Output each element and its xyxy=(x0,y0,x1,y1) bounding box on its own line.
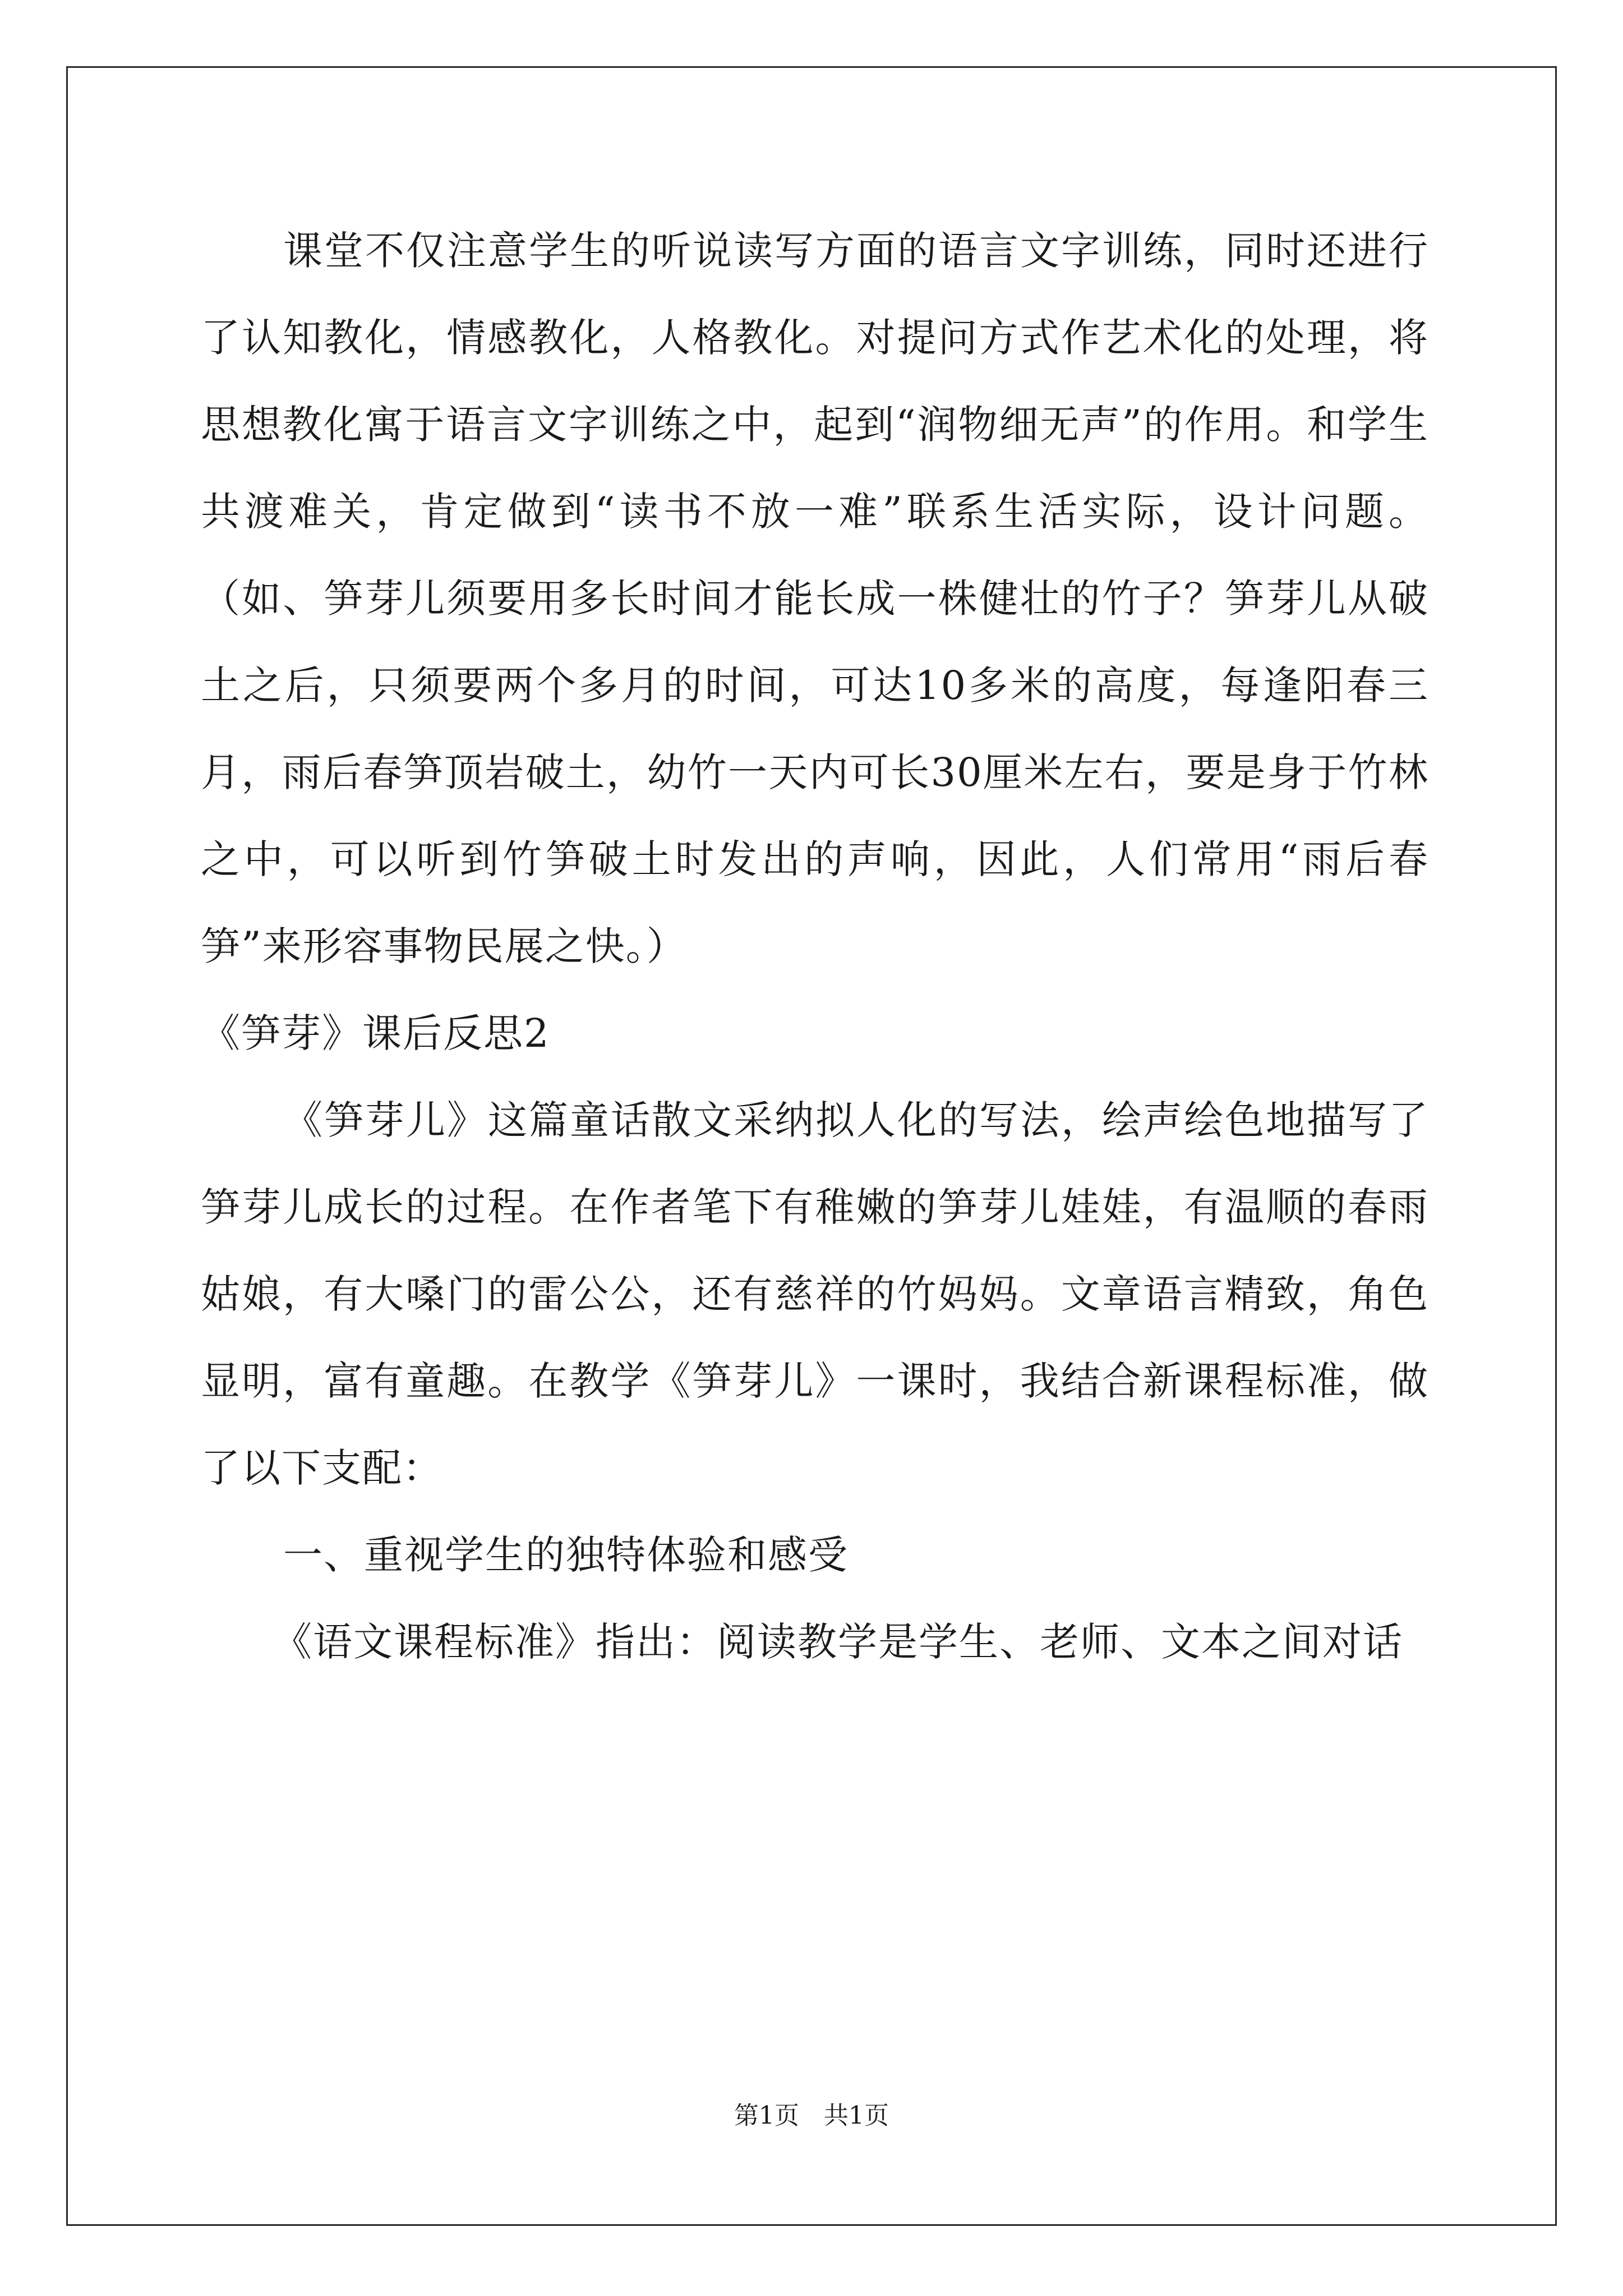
paragraph-intro: 《笋芽儿》这篇童话散文采纳拟人化的写法，绘声绘色地描写了笋芽儿成长的过程。在作者笔下有稚嫩的笋芽儿娃娃，有温顺的春雨姑娘，有大嗓门的雷公公，还有慈祥的竹妈妈。文章语言精致，角色显明，富有童趣。在教学《笋芽儿》一课时，我结合新课程标准，做了以下支配： xyxy=(201,1097,1429,1491)
document-body xyxy=(201,208,1429,1686)
paragraph-classroom-reflection: 课堂不仅注意学生的听说读写方面的语言文字训练，同时还进行了认知教化，情感教化，人格教化。对提问方式作艺术化的处理，将思想教化寓于语言文字训练之中，起到“润物细无声”的作用。和学生共渡难关，肯定做到“读书不放一难”联系生活实际，设计问题。（如、笋芽儿须要用多长时间才能长成一株健壮的竹子？笋芽儿从破土之后，只须要两个多月的时间，可达10多米的高度，每逢阳春三月，雨后春笋顶岩破土，幼竹一天内可长30厘米左右，要是身于竹林之中，可以听到竹笋破土时发出的声响，因此，人们常用“雨后春笋”来形容事物民展之快。） xyxy=(201,228,1429,969)
subheading-experience: 一、重视学生的独特体验和感受 xyxy=(283,1532,849,1578)
paragraph-curriculum: 《语文课程标准》指出：阅读教学是学生、老师、文本之间对话 xyxy=(273,1619,1403,1665)
page-number: 第1页 共1页 xyxy=(734,2101,889,2130)
section-heading: 《笋芽》课后反思2 xyxy=(201,1010,550,1056)
